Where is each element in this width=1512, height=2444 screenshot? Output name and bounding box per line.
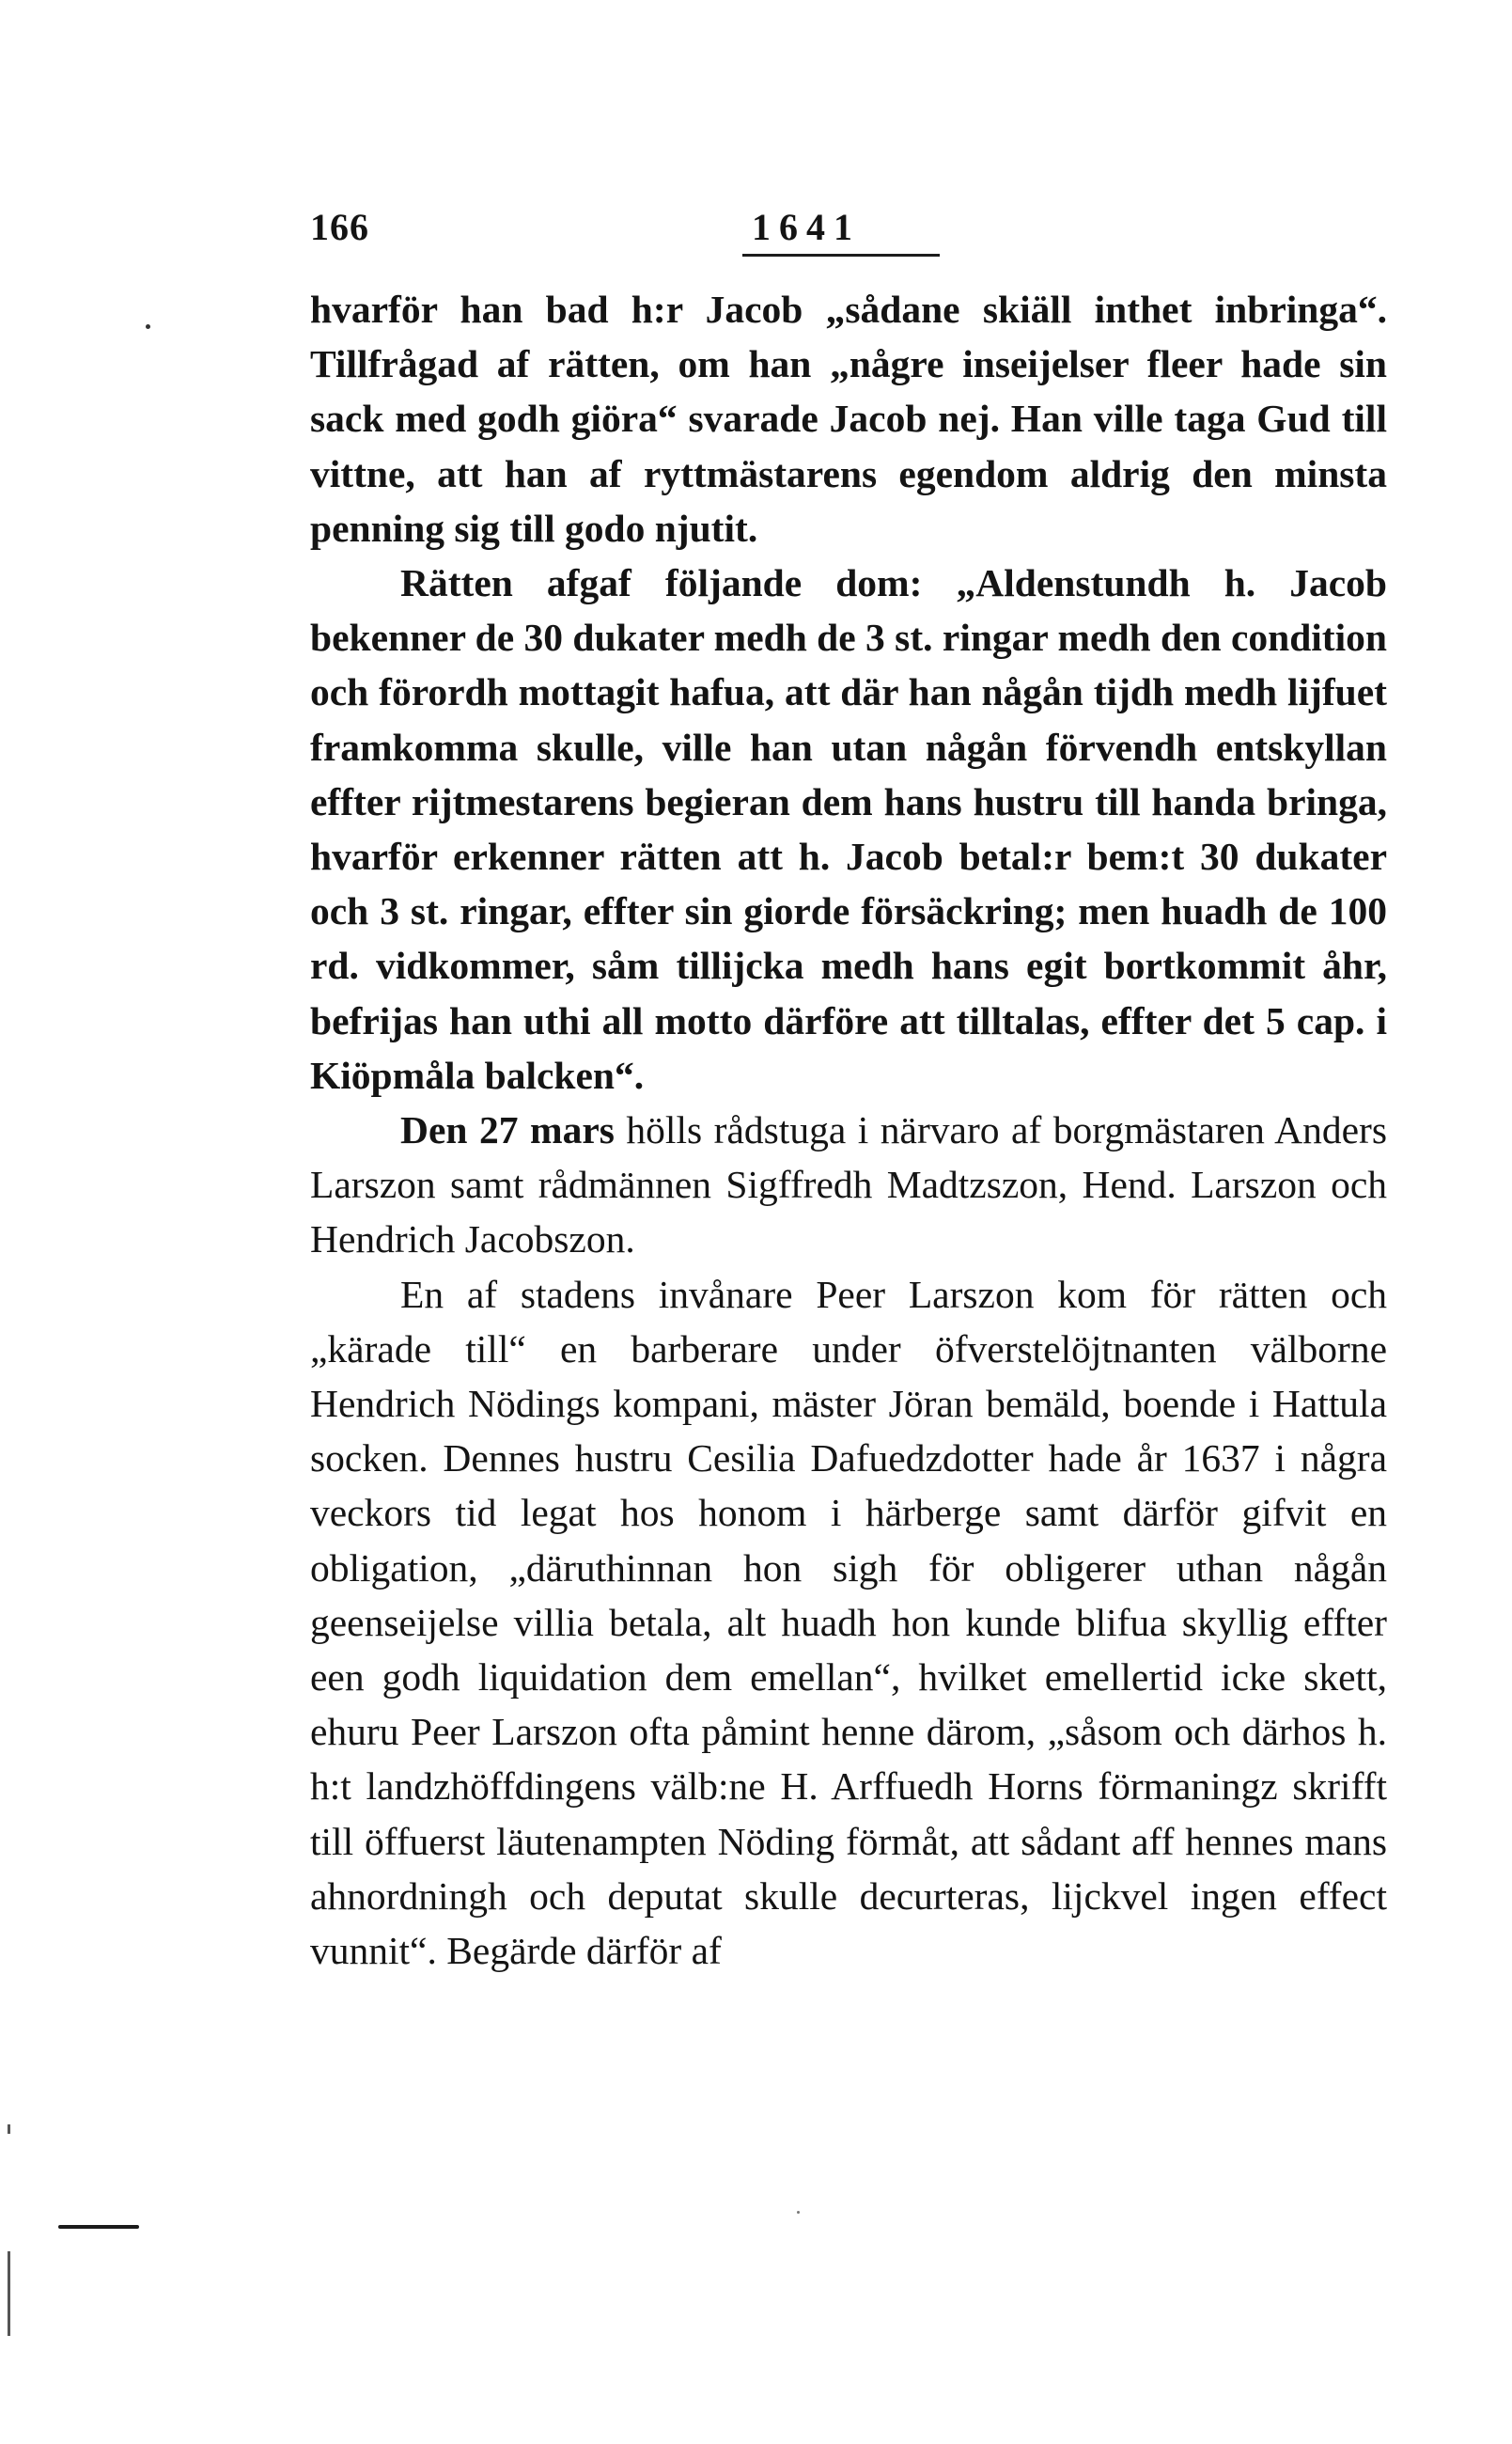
paragraph bbox=[310, 1267, 1387, 1979]
running-head-year: 1641 bbox=[752, 206, 861, 248]
paragraph bbox=[310, 282, 1387, 556]
scan-mark bbox=[8, 2124, 10, 2134]
scan-mark bbox=[8, 2251, 10, 2336]
page-number: 166 bbox=[310, 206, 369, 248]
running-header bbox=[310, 205, 968, 271]
paragraph-text: hölls rådstuga i närvaro af borgmästaren Anders Larszon samt rådmännen Sigffredh Madtzszon, Hend. Larszon och Hendrich Jacobszon. bbox=[310, 1108, 1387, 1261]
paragraph-text: En af stadens invånare Peer Larszon kom för rätten och „kärade till“ en barberare under öfverstelöjtnanten välborne Hendrich Nödings kompani, mäster Jöran bemäld, boende i Hattula socken. Dennes hustru Cesilia Dafuedzdotter hade år 1637 i några veckors tid legat hos honom i härberge samt därför gifvit en obligation, „däruthinnan hon sigh för obligerer uthan någån geenseijelse villia betala, alt huadh hon kunde blifua skyllig effter een godh liquidation dem emellan“, hvilket emellertid icke skett, ehuru Peer Larszon ofta påmint henne därom, „såsom och därhos h. h:t landzhöffdingens välb:ne H. Arffuedh Horns förmaningz skrifft till öffuerst läutenampten Nöding förmåt, att sådant aff hennes mans ahnordningh och deputat skulle decurteras, lijckvel ingen effect vunnit“. Begärde därför af bbox=[310, 1272, 1387, 1973]
date-lead: Den 27 mars bbox=[400, 1108, 615, 1152]
scan-mark bbox=[797, 2211, 800, 2214]
paragraph-text: hvarför han bad h:r Jacob „sådane skiäll inthet inbringa“. Tillfrågad af rätten, om han „någre inseijelser fleer hade sin sack med godh giöra“ svarade Jacob nej. Han ville taga Gud till vittne, att han af ryttmästarens egendom aldrig den minsta penning sig till godo njutit. bbox=[310, 288, 1387, 550]
paragraph bbox=[310, 1103, 1387, 1267]
header-rule bbox=[742, 254, 940, 257]
paragraph-text: Rätten afgaf följande dom: „Aldenstundh h. Jacob bekenner de 30 dukater medh de 3 st. ringar medh den condition och förordh mottagit hafua, att där han någån tijdh medh lijfuet framkomma skulle, ville han utan någån förvendh entskyllan effter rijtmestarens begieran dem hans hustru till handa bringa, hvarför erkenner rätten att h. Jacob betal:r bem:t 30 dukater och 3 st. ringar, effter sin giorde försäckring; men huadh de 100 rd. vidkommer, såm tillijcka medh hans egit bortkommit åhr, befrijas han uthi all motto därföre att tilltalas, effter det 5 cap. i Kiöpmåla balcken“. bbox=[310, 561, 1387, 1097]
body-text bbox=[310, 282, 1387, 1978]
paragraph bbox=[310, 556, 1387, 1103]
scan-mark bbox=[58, 2225, 139, 2229]
scan-mark bbox=[146, 324, 150, 329]
